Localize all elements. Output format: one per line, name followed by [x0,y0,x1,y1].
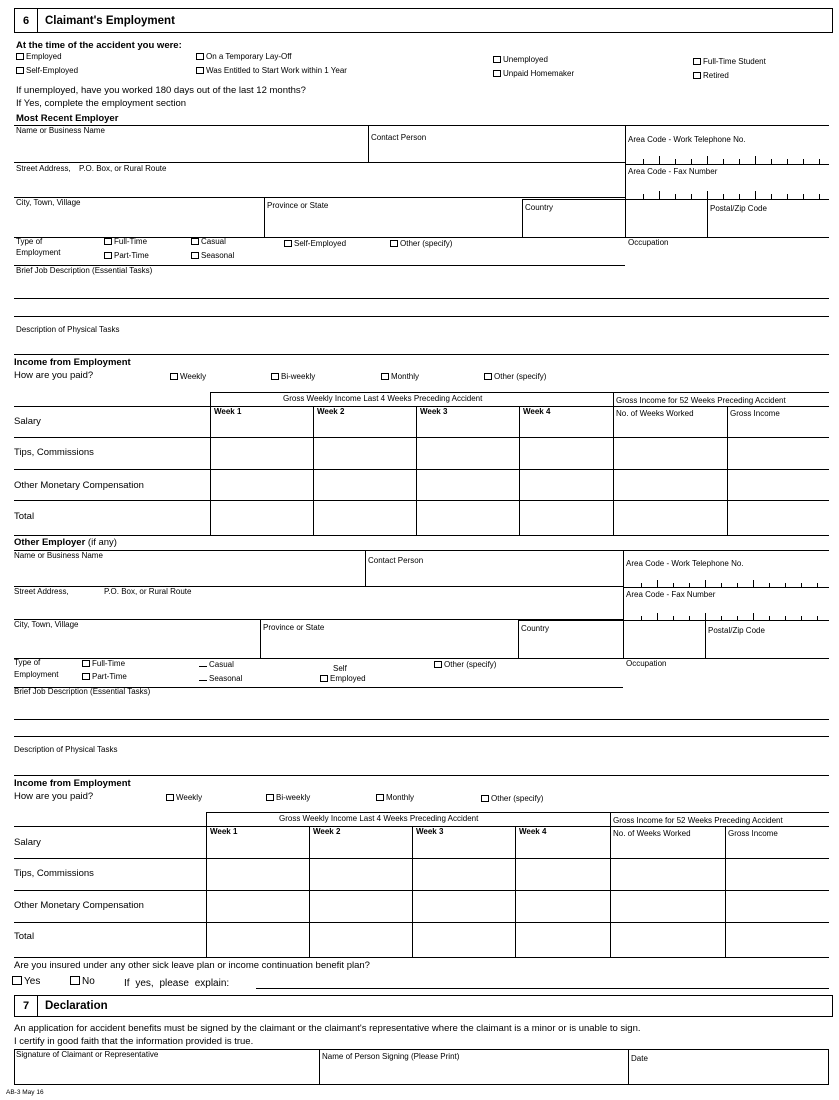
po-box-label-2: P.O. Box, or Rural Route [104,587,192,596]
signature-label[interactable]: Signature of Claimant or Representative [16,1050,159,1059]
physical-tasks-label-2: Description of Physical Tasks [14,745,118,754]
week2-header-2: Week 2 [313,827,341,836]
type-of-label-2: Type of [14,658,41,667]
other-type-checkbox-2[interactable]: Other (specify) [434,661,496,669]
self-label-2: Self [333,664,347,673]
section-title: Claimant's Employment [45,14,175,27]
total-row-label-2: Total [14,931,35,942]
unemployed-checkbox[interactable]: Unemployed [493,56,548,64]
accident-status-label: At the time of the accident you were: [16,40,182,51]
city-label: City, Town, Village [16,198,81,207]
section-number: 6 [15,9,38,32]
declaration-text-2: I certify in good faith that the information provided is true. [14,1036,254,1047]
gross-income-header-2: Gross Income [728,829,778,838]
biweekly-checkbox[interactable]: Bi-weekly [271,373,315,381]
income-title-2: Income from Employment [14,778,131,789]
section-6-header [14,8,833,33]
work-tel-label-2: Area Code - Work Telephone No. [626,559,744,568]
week4-header-2: Week 4 [519,827,547,836]
sick-leave-yes-checkbox[interactable]: Yes [12,976,40,987]
week1-header-2: Week 1 [210,827,238,836]
weeks-worked-header-2: No. of Weeks Worked [613,829,691,838]
postal-label: Postal/Zip Code [710,204,767,213]
casual-checkbox-2[interactable]: Casual [199,661,234,669]
street-address-label: Street Address, [16,164,71,173]
how-paid-label: How are you paid? [14,370,94,381]
retired-checkbox[interactable]: Retired [693,72,729,80]
employed-checkbox[interactable]: Employed [16,53,62,61]
self-employed-checkbox-2[interactable]: Employed [320,675,366,683]
biweekly-checkbox-2[interactable]: Bi-weekly [266,794,310,802]
casual-checkbox[interactable]: Casual [191,238,226,246]
other-paid-checkbox-2[interactable]: Other (specify) [481,795,543,803]
other-employer-heading: Other Employer (if any) [14,537,117,548]
contact-person-label: Contact Person [371,133,427,142]
sick-leave-explain-field[interactable] [256,988,829,989]
employment-label-2: Employment [14,670,59,679]
province-label-2: Province or State [263,623,325,632]
other-comp-row-label-2: Other Monetary Compensation [14,900,144,911]
week3-header: Week 3 [420,407,448,416]
full-time-checkbox-2[interactable]: Full-Time [82,660,125,668]
total-row-label: Total [14,511,35,522]
brief-job-label: Brief Job Description (Essential Tasks) [16,266,153,275]
form-code: AB-3 May 16 [6,1089,44,1096]
work-tel-field[interactable] [629,156,827,164]
section-title-7: Declaration [45,1000,108,1012]
self-employed-type-checkbox[interactable]: Self-Employed [284,240,346,248]
brief-job-label-2: Brief Job Description (Essential Tasks) [14,687,151,696]
postal-label-2: Postal/Zip Code [708,626,765,635]
name-print-label[interactable]: Name of Person Signing (Please Print) [322,1052,460,1061]
section-number-7: 7 [15,996,38,1016]
seasonal-checkbox-2[interactable]: Seasonal [199,675,242,683]
name-business-label-2: Name or Business Name [14,551,103,560]
occupation-label-2: Occupation [626,659,667,668]
weekly-checkbox-2[interactable]: Weekly [166,794,202,802]
tips-row-label: Tips, Commissions [14,447,94,458]
self-employed-checkbox[interactable]: Self-Employed [16,67,78,75]
section-7-header [14,995,833,1017]
type-of-label: Type of [16,237,43,246]
po-box-label: P.O. Box, or Rural Route [79,164,167,173]
gross-52-header-2: Gross Income for 52 Weeks Preceding Accident [613,816,783,825]
week1-header: Week 1 [214,407,242,416]
unpaid-homemaker-checkbox[interactable]: Unpaid Homemaker [493,70,574,78]
entitled-work-checkbox[interactable]: Was Entitled to Start Work within 1 Year [196,67,347,75]
work-tel-label: Area Code - Work Telephone No. [628,135,746,144]
sick-leave-question: Are you insured under any other sick leave plan or income continuation benefit plan? [14,960,370,971]
sick-leave-no-checkbox[interactable]: No [70,976,95,987]
declaration-text-1: An application for accident benefits must be signed by the claimant or the claimant's representative where the claimant is a minor or is unable to sign. [14,1023,641,1034]
part-time-checkbox[interactable]: Part-Time [104,252,149,260]
gross-52-header: Gross Income for 52 Weeks Preceding Accident [616,396,786,405]
part-time-checkbox-2[interactable]: Part-Time [82,673,127,681]
other-type-checkbox[interactable]: Other (specify) [390,240,452,248]
city-label-2: City, Town, Village [14,620,79,629]
country-label: Country [525,203,554,212]
weekly-checkbox[interactable]: Weekly [170,373,206,381]
how-paid-label-2: How are you paid? [14,791,94,802]
contact-person-label-2: Contact Person [368,556,424,565]
other-paid-checkbox[interactable]: Other (specify) [484,373,546,381]
temp-layoff-checkbox[interactable]: On a Temporary Lay-Off [196,53,292,61]
week4-header: Week 4 [523,407,551,416]
most-recent-heading: Most Recent Employer [16,113,119,124]
monthly-checkbox[interactable]: Monthly [381,373,419,381]
other-comp-row-label: Other Monetary Compensation [14,480,144,491]
salary-row-label: Salary [14,416,41,427]
date-label[interactable]: Date [631,1054,648,1063]
income-title: Income from Employment [14,357,131,368]
tips-row-label-2: Tips, Commissions [14,868,94,879]
monthly-checkbox-2[interactable]: Monthly [376,794,414,802]
province-label: Province or State [267,201,329,210]
fax-label: Area Code - Fax Number [628,167,718,176]
employment-label: Employment [16,248,61,257]
country-label-2: Country [521,624,550,633]
gross-weekly-header-2: Gross Weekly Income Last 4 Weeks Preceding Accident [279,814,479,823]
seasonal-checkbox[interactable]: Seasonal [191,252,234,260]
street-address-label-2: Street Address, [14,587,69,596]
sick-leave-explain-label: If yes, please explain: [124,978,230,989]
week2-header: Week 2 [317,407,345,416]
weeks-worked-header: No. of Weeks Worked [616,409,694,418]
q-if-yes: If Yes, complete the employment section [16,98,187,109]
gross-income-header: Gross Income [730,409,780,418]
name-business-label: Name or Business Name [16,126,105,135]
q-180-days: If unemployed, have you worked 180 days out of the last 12 months? [16,85,306,96]
week3-header-2: Week 3 [416,827,444,836]
student-checkbox[interactable]: Full-Time Student [693,58,766,66]
fax-field[interactable] [629,191,827,199]
salary-row-label-2: Salary [14,837,41,848]
occupation-label: Occupation [628,238,669,247]
gross-weekly-header: Gross Weekly Income Last 4 Weeks Preceding Accident [283,394,483,403]
full-time-checkbox[interactable]: Full-Time [104,238,147,246]
physical-tasks-label: Description of Physical Tasks [16,325,120,334]
fax-label-2: Area Code - Fax Number [626,590,716,599]
